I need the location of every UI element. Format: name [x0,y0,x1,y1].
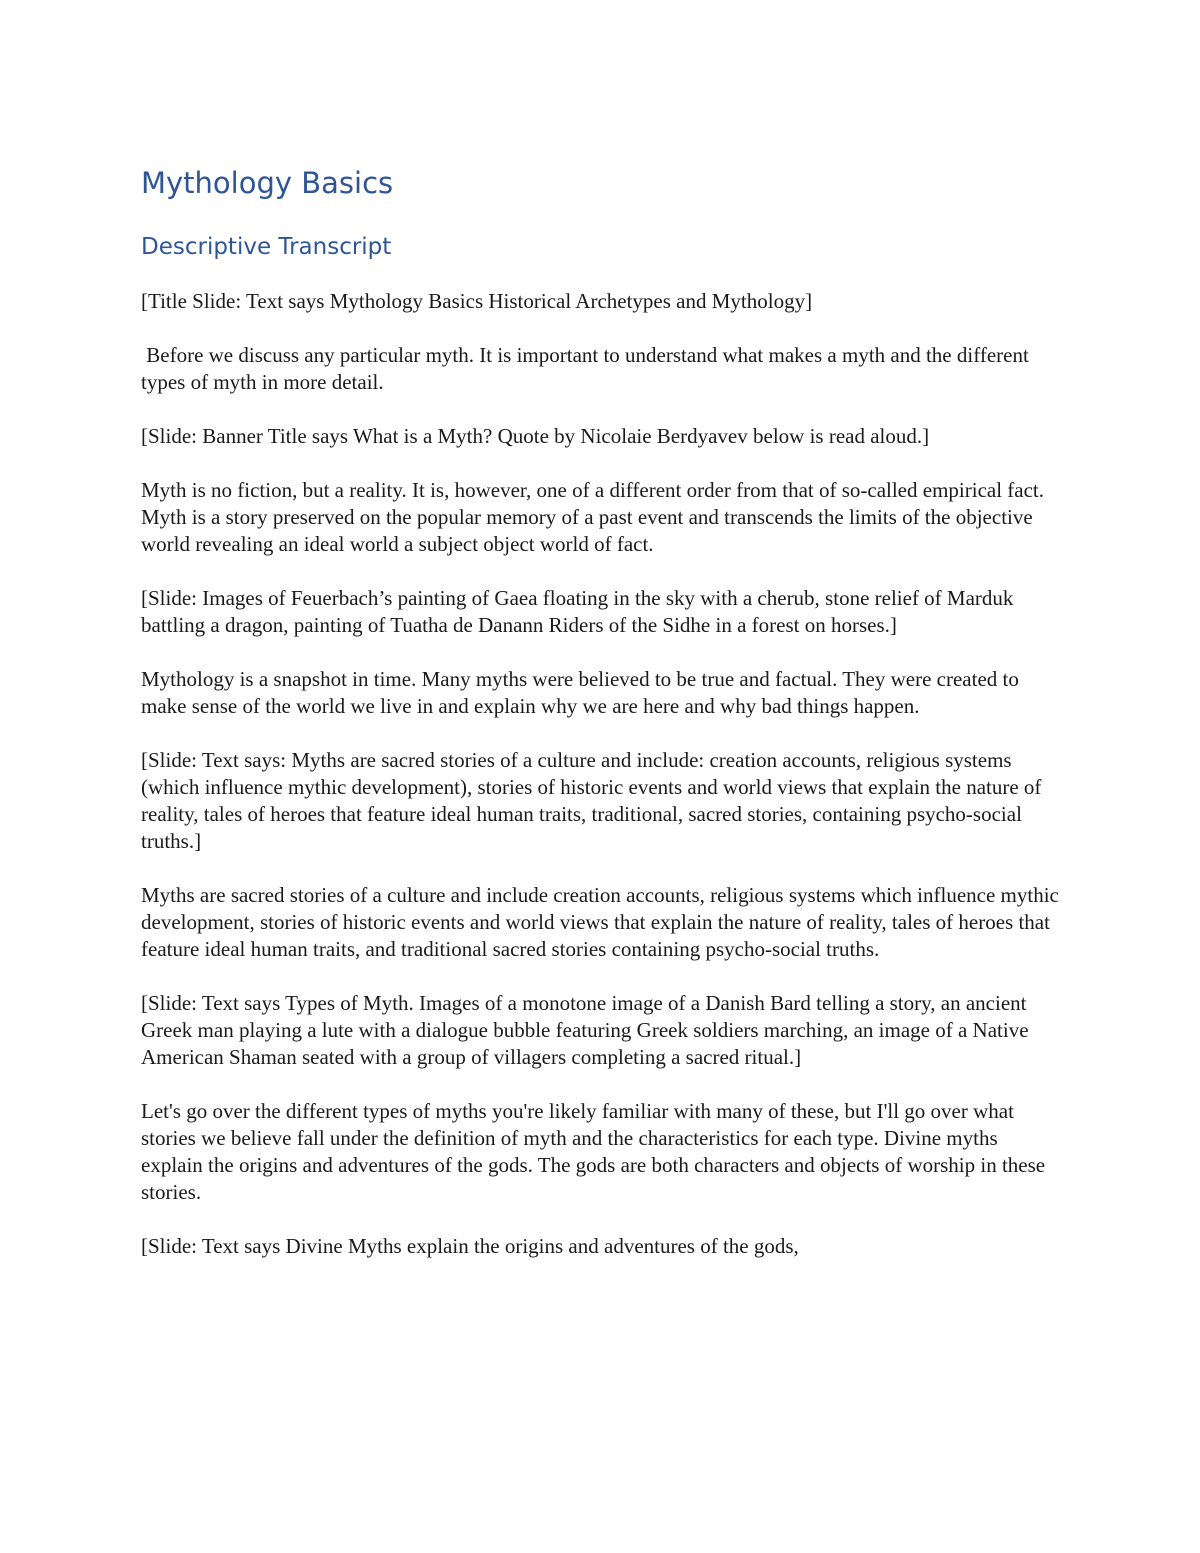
document-title: Mythology Basics [141,166,394,200]
paragraph-slide-types-of-myth: [Slide: Text says Types of Myth. Images of a monotone image of a Danish Bard telling a story, an ancient Greek man playing a lute with a dialogue bubble featuring Greek soldiers marching, an image of a Native American Shaman seated with a group of villagers completing a sacred ritual.] [141,991,1029,1069]
transcript-body [141,288,1061,1260]
paragraph-slide-divine-myths: [Slide: Text says Divine Myths explain the origins and adventures of the gods, [141,1234,799,1258]
paragraph-types-of-myth: Let's go over the different types of myths you're likely familiar with many of these, but I'll go over what stories we believe fall under the definition of myth and the characteristics for each type. Divine myths explain the origins and adventures of the gods. The gods are both characters and objects of worship in these stories. [141,1099,1046,1204]
paragraph-slide-images: [Slide: Images of Feuerbach’s painting of Gaea floating in the sky with a cherub, stone relief of Marduk battling a dragon, painting of Tuatha de Danann Riders of the Sidhe in a forest on horses.] [141,586,1014,637]
document-content [141,163,1061,1287]
paragraph-title-slide: [Title Slide: Text says Mythology Basics Historical Archetypes and Mythology] [141,289,813,313]
document-subtitle: Descriptive Transcript [141,234,392,260]
paragraph-slide-sacred-stories: [Slide: Text says: Myths are sacred stories of a culture and include: creation accounts, religious systems (which influence mythic development), stories of historic events and world views that explain the nature of reality, tales of heroes that feature ideal human traits, traditional, sacred stories, containing psycho-social truths.] [141,748,1042,853]
paragraph-sacred-stories: Myths are sacred stories of a culture and include creation accounts, religious systems which influence mythic development, stories of historic events and world views that explain the nature of reality, tales of heroes that feature ideal human traits, and traditional sacred stories containing psycho-social truths. [141,883,1059,961]
paragraph-quote: Myth is no fiction, but a reality. It is, however, one of a different order from that of so-called empirical fact. Myth is a story preserved on the popular memory of a past event and transcends the limits of the objective world revealing an ideal world a subject object world of fact. [141,478,1045,556]
paragraph-slide-what-is-myth: [Slide: Banner Title says What is a Myth? Quote by Nicolaie Berdyavev below is read aloud.] [141,424,930,448]
paragraph-intro: Before we discuss any particular myth. It is important to understand what makes a myth and the different types of myth in more detail. [141,343,1035,394]
paragraph-snapshot: Mythology is a snapshot in time. Many myths were believed to be true and factual. They were created to make sense of the world we live in and explain why we are here and why bad things happen. [141,667,1019,718]
